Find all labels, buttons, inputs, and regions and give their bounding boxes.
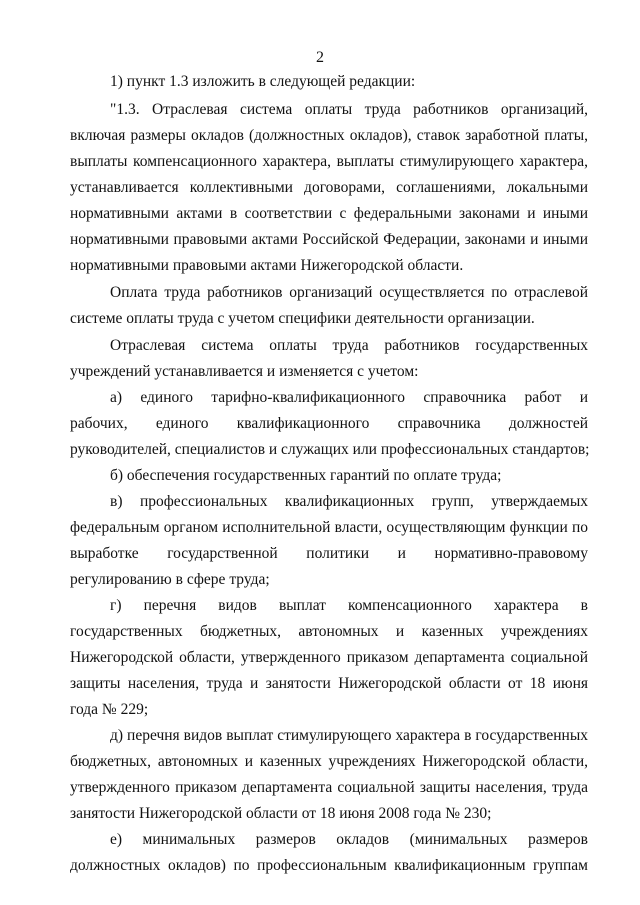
text-line: системе оплаты труда с учетом специфики деятельности организации. — [70, 310, 535, 327]
text-line: занятости Нижегородской области от 18 июня 2008 года № 230; — [70, 805, 492, 822]
text-line: государственных бюджетных, автономных и казенных учреждениях — [70, 623, 588, 640]
text-line: должностных окладов) по профессиональным квалификационным группам — [70, 857, 588, 874]
text-line: е) минимальных размеров окладов (минимальных размеров — [110, 831, 588, 848]
text-line: руководителей, специалистов и служащих или профессиональных стандартов; — [70, 441, 590, 458]
text-line: года № 229; — [70, 701, 149, 718]
text-line: а) единого тарифно-квалификационного справочника работ и — [110, 389, 588, 406]
text-line: "1.3. Отраслевая система оплаты труда работников организаций, — [110, 101, 588, 118]
text-line: федеральным органом исполнительной власти, осуществляющим функции по — [70, 519, 588, 536]
text-line: защиты населения, труда и занятости Нижегородской области от 18 июня — [70, 675, 588, 692]
text-line: Оплата труда работников организаций осуществляется по отраслевой — [110, 284, 588, 301]
text-line: выплаты компенсационного характера, выплаты стимулирующего характера, — [70, 153, 588, 170]
text-line: нормативными актами в соответствии с федеральными законами и иными — [70, 205, 588, 222]
page-number: 2 — [316, 49, 324, 66]
text-line: д) перечня видов выплат стимулирующего характера в государственных — [110, 727, 588, 744]
text-line: нормативными правовыми актами Нижегородской области. — [70, 257, 464, 274]
text-line: включая размеры окладов (должностных окладов), ставок заработной платы, — [70, 127, 588, 144]
text-line: рабочих, единого квалификационного справочника должностей — [70, 415, 588, 432]
text-line: б) обеспечения государственных гарантий по оплате труда; — [110, 467, 502, 484]
text-line: г) перечня видов выплат компенсационного характера в — [110, 597, 588, 614]
text-line: выработке государственной политики и нормативно-правовому — [70, 545, 588, 562]
text-line: утвержденного приказом департамента социальной защиты населения, труда — [70, 779, 588, 796]
text-line: в) профессиональных квалификационных групп, утверждаемых — [110, 493, 588, 510]
text-line: бюджетных, автономных и казенных учреждениях Нижегородской области, — [70, 753, 588, 770]
text-line: нормативными правовыми актами Российской Федерации, законами и иными — [70, 231, 588, 248]
text-line: регулированию в сфере труда; — [70, 571, 270, 588]
text-line: Нижегородской области, утвержденного приказом департамента социальной — [70, 649, 588, 666]
text-line: Отраслевая система оплаты труда работников государственных — [110, 337, 588, 354]
text-line: учреждений устанавливается и изменяется с учетом: — [70, 363, 419, 380]
text-line: устанавливается коллективными договорами, соглашениями, локальными — [70, 179, 588, 196]
text-line: 1) пункт 1.3 изложить в следующей редакции: — [110, 73, 416, 90]
